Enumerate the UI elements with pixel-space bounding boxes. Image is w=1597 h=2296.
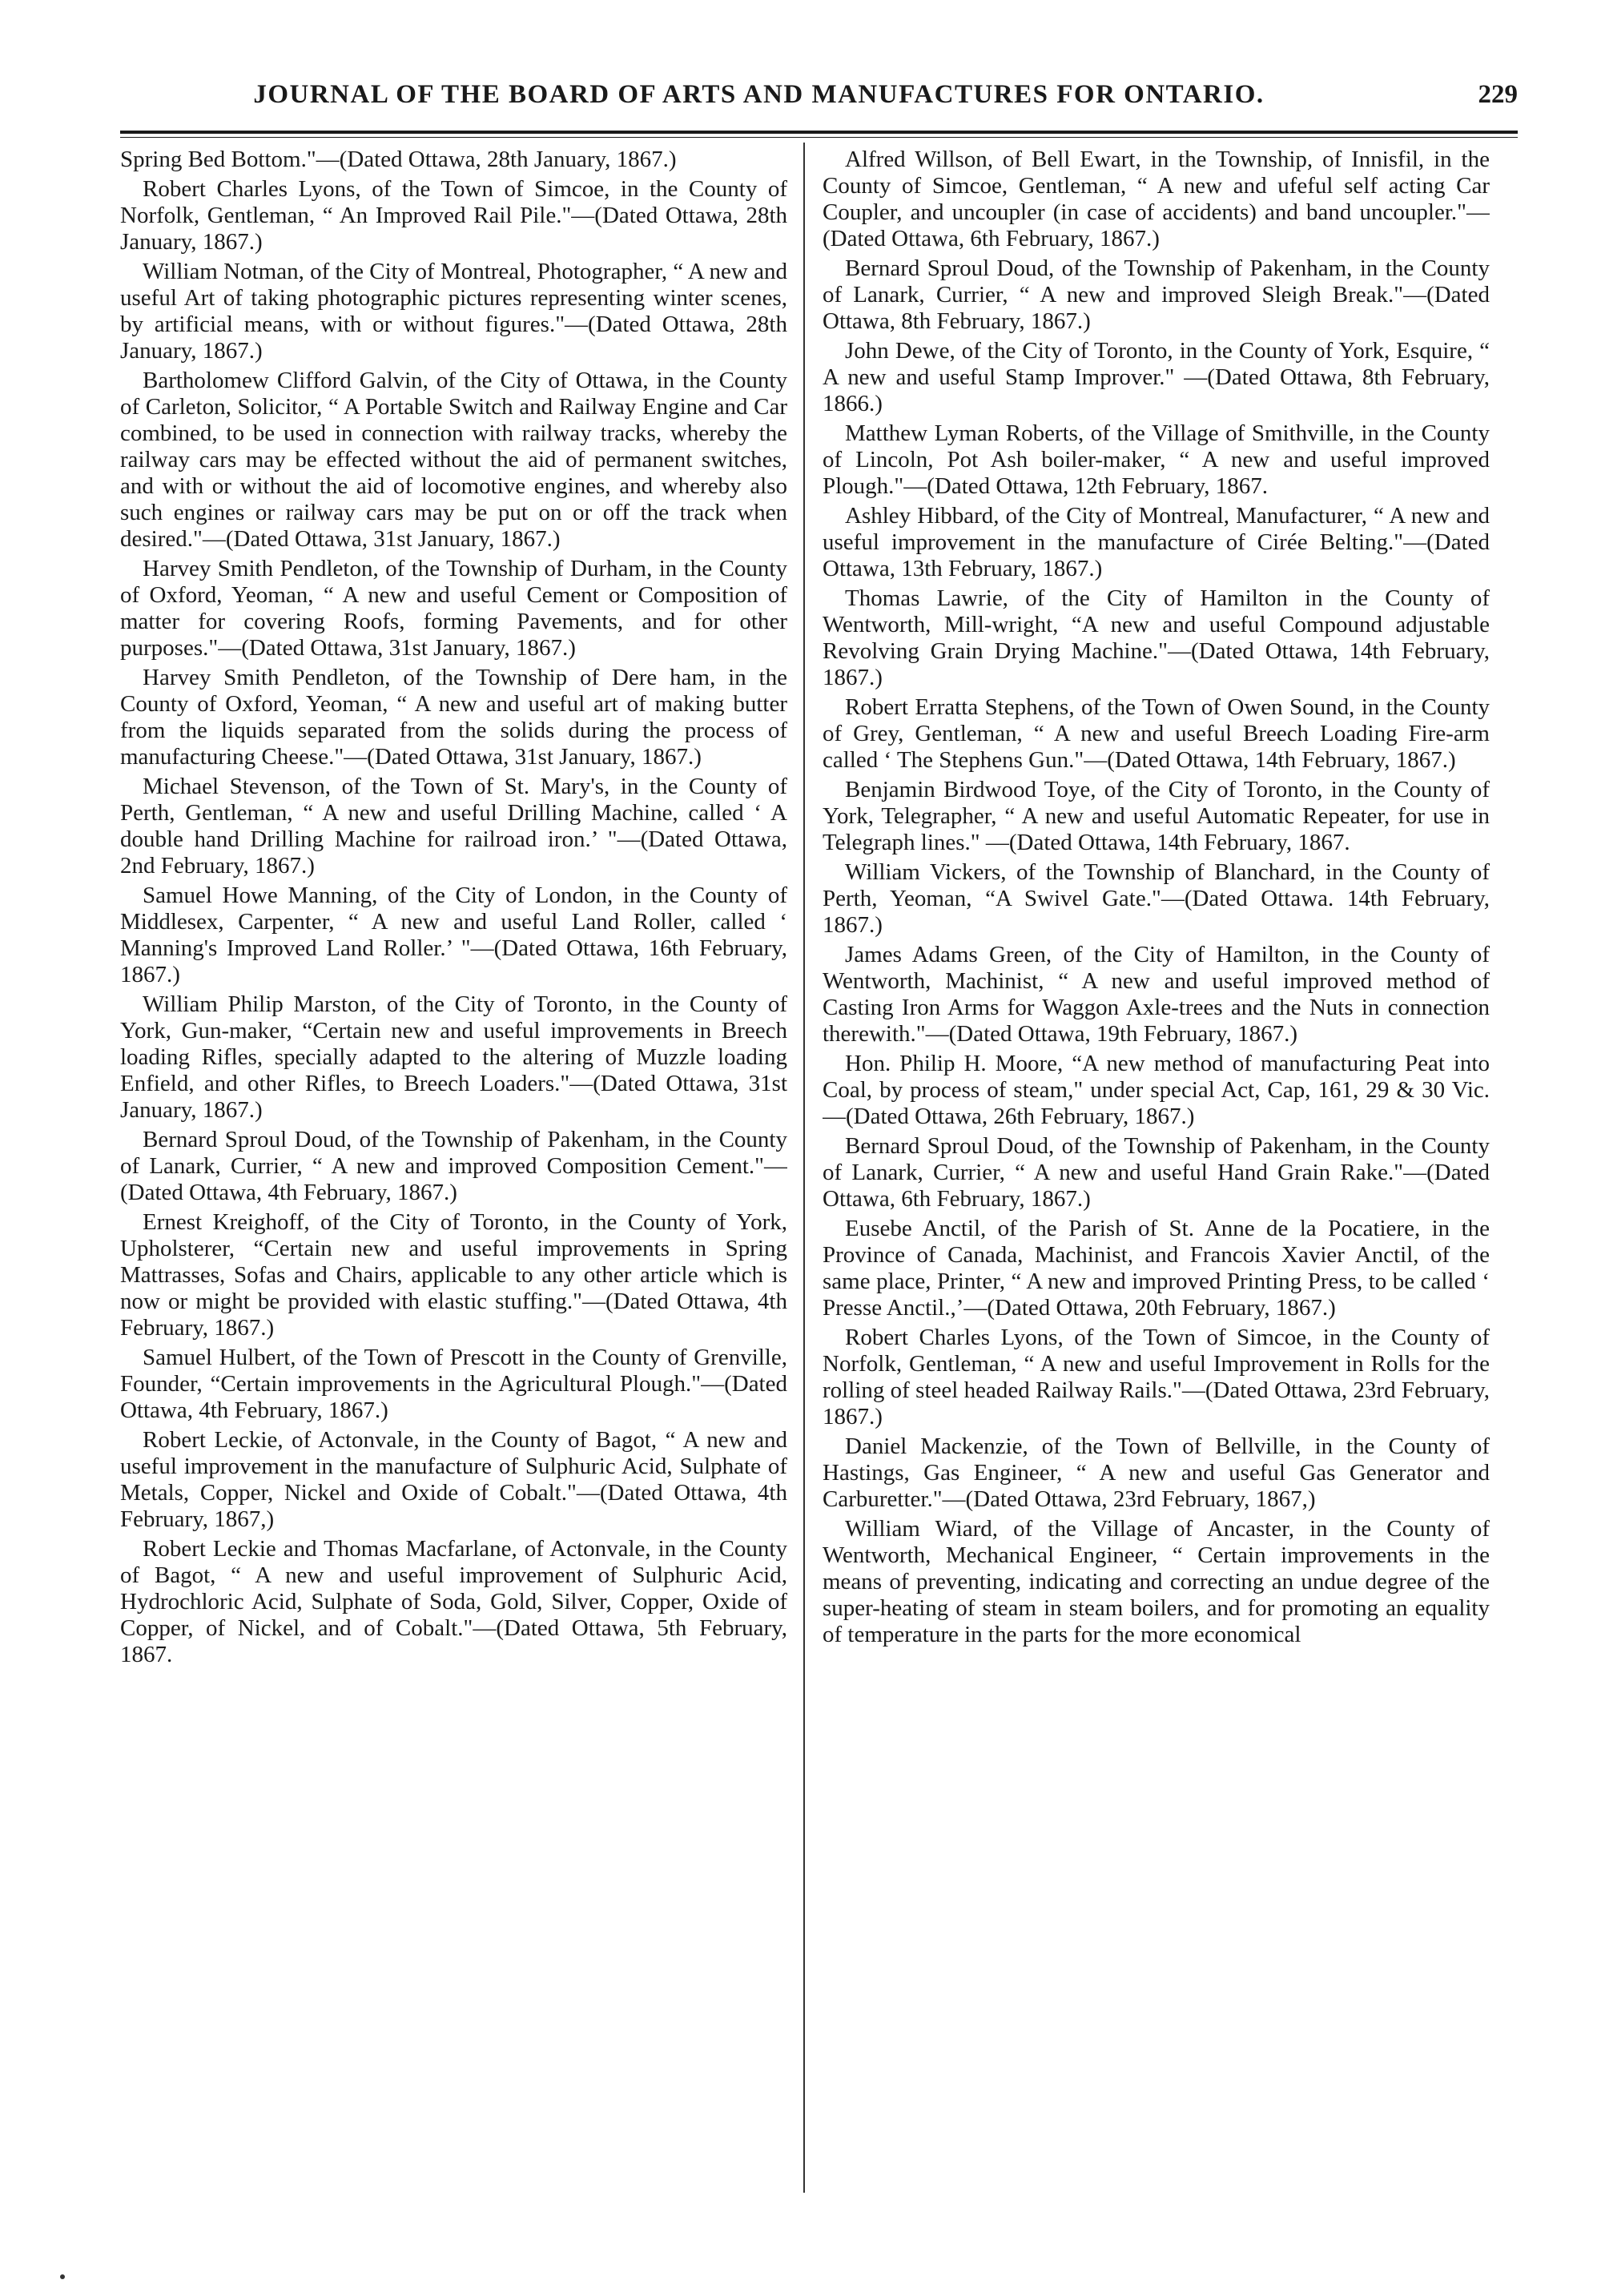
patent-entry: Samuel Howe Manning, of the City of London, in the County of Middlesex, Carpenter, “ A new and useful Land Roller, called ‘ Manning's Improved Land Roller.’ "—(Dated Ottawa, 16th February, 1867.) [120,883,787,987]
patent-entry: Alfred Willson, of Bell Ewart, in the Township, of Innisfil, in the County of Simcoe, Gentleman, “ A new and ufeful self acting Car Coupler, and uncoupler (in case of accidents) and band uncoupler."—(Dated Ottawa, 6th February, 1867.) [823,147,1490,251]
patent-entry: Harvey Smith Pendleton, of the Township of Durham, in the County of Oxford, Yeoman, “ A new and useful Cement or Composition of matter for covering Roofs, forming Pavements, and for other purposes."—(Dated Ottawa, 31st January, 1867.) [120,556,787,661]
patent-entry: Spring Bed Bottom."—(Dated Ottawa, 28th January, 1867.) [120,147,677,172]
header-rule-thin [120,137,1518,138]
patent-entry: Robert Charles Lyons, of the Town of Simcoe, in the County of Norfolk, Gentleman, “ A new and useful Improvement in Rolls for the rolling of steel headed Railway Rails."—(Dated Ottawa, 23rd February, 1867.) [823,1325,1490,1429]
patent-entry: Harvey Smith Pendleton, of the Township of Dere ham, in the County of Oxford, Yeoman, “ A new and useful art of making butter from the liquids separated from the solids during the process of manufacturing Cheese."—(Dated Ottawa, 31st January, 1867.) [120,665,787,770]
patent-entry: Samuel Hulbert, of the Town of Prescott in the County of Grenville, Founder, “Certain improvements in the Agricultural Plough."—(Dated Ottawa, 4th February, 1867.) [120,1345,787,1423]
patent-entry: Benjamin Birdwood Toye, of the City of Toronto, in the County of York, Telegrapher, “ A new and useful Automatic Repeater, for use in Telegraph lines." —(Dated Ottawa, 14th February, 1867. [823,777,1490,855]
patent-entry: Michael Stevenson, of the Town of St. Mary's, in the County of Perth, Gentleman, “ A new and useful Drilling Machine, called ‘ A double hand Drilling Machine for railroad iron.’ "—(Dated Ottawa, 2nd February, 1867.) [120,774,787,879]
patent-entry: John Dewe, of the City of Toronto, in the County of York, Esquire, “ A new and useful Stamp Improver." —(Dated Ottawa, 8th February, 1866.) [823,338,1490,416]
patent-entry: Ashley Hibbard, of the City of Montreal, Manufacturer, “ A new and useful improvement in the manufacture of Cirée Belting."—(Dated Ottawa, 13th February, 1867.) [823,503,1490,581]
patent-entry: William Vickers, of the Township of Blanchard, in the County of Perth, Yeoman, “A Swivel Gate."—(Dated Ottawa. 14th February, 1867.) [823,859,1490,938]
patent-entry: Daniel Mackenzie, of the Town of Bellville, in the County of Hastings, Gas Engineer, “ A new and useful Gas Generator and Carburetter."—(Dated Ottawa, 23rd February, 1867,) [823,1433,1490,1512]
patent-entry: William Wiard, of the Village of Ancaster, in the County of Wentworth, Mechanical Engineer, “ Certain improvements in the means of preventing, indicating and correcting an undue degree of the super-heating of steam in steam boilers, and for promoting an equality of temperature in the parts for the more economical [823,1516,1490,1647]
right-column [823,147,1490,2197]
patent-entry: Robert Erratta Stephens, of the Town of Owen Sound, in the County of Grey, Gentleman, “ A new and useful Breech Loading Fire-arm called ‘ The Stephens Gun."—(Dated Ottawa, 14th February, 1867.) [823,694,1490,773]
patent-entry: William Philip Marston, of the City of Toronto, in the County of York, Gun-maker, “Certain new and useful improvements in Breech loading Rifles, specially adapted to the altering of Muzzle loading Enfield, and other Rifles, to Breech Loaders."—(Dated Ottawa, 31st January, 1867.) [120,991,787,1123]
page-number: 229 [1478,80,1518,109]
patent-entry: Bernard Sproul Doud, of the Township of Pakenham, in the County of Lanark, Currier, “ A new and improved Sleigh Break."—(Dated Ottawa, 8th February, 1867.) [823,255,1490,334]
patent-entry: William Notman, of the City of Montreal, Photographer, “ A new and useful Art of taking photographic pictures representing winter scenes, by artificial means, with or without figures."—(Dated Ottawa, 28th January, 1867.) [120,259,787,364]
page-header [120,80,1518,128]
patent-entry: Bartholomew Clifford Galvin, of the City of Ottawa, in the County of Carleton, Solicitor, “ A Portable Switch and Railway Engine and Car combined, to be used in connection with railway tracks, whereby the railway cars may be effected without the aid of permanent switches, and with or without the aid of locomotive engines, and whereby also such engines or railway cars may be put on or off the track when desired."—(Dated Ottawa, 31st January, 1867.) [120,368,787,552]
patent-entry: Eusebe Anctil, of the Parish of St. Anne de la Pocatiere, in the Province of Canada, Machinist, and Francois Xavier Anctil, of the same place, Printer, “ A new and improved Printing Press, to be called ‘ Presse Anctil.,’—(Dated Ottawa, 20th February, 1867.) [823,1216,1490,1321]
header-rule-thick [120,131,1518,134]
patent-entry: Bernard Sproul Doud, of the Township of Pakenham, in the County of Lanark, Currier, “ A new and useful Hand Grain Rake."—(Dated Ottawa, 6th February, 1867.) [823,1133,1490,1212]
patent-entry: Matthew Lyman Roberts, of the Village of Smithville, in the County of Lincoln, Pot Ash boiler-maker, “ A new and useful improved Plough."—(Dated Ottawa, 12th February, 1867. [823,420,1490,499]
patent-entry: Thomas Lawrie, of the City of Hamilton in the County of Wentworth, Mill-wright, “A new and useful Compound adjustable Revolving Grain Drying Machine."—(Dated Ottawa, 14th February, 1867.) [823,585,1490,690]
running-title: JOURNAL OF THE BOARD OF ARTS AND MANUFACTURES FOR ONTARIO. [253,80,1265,109]
patent-entry: Bernard Sproul Doud, of the Township of Pakenham, in the County of Lanark, Currier, “ A new and improved Composition Cement."—(Dated Ottawa, 4th February, 1867.) [120,1127,787,1205]
patent-entry: Robert Leckie and Thomas Macfarlane, of Actonvale, in the County of Bagot, “ A new and useful improvement of Sulphuric Acid, Hydrochloric Acid, Sulphate of Soda, Gold, Silver, Copper, Oxide of Copper, of Nickel, and of Cobalt."—(Dated Ottawa, 5th February, 1867. [120,1536,787,1667]
stray-ink-dot [60,2274,65,2279]
column-divider [803,143,805,2193]
patent-entry: Hon. Philip H. Moore, “A new method of manufacturing Peat into Coal, by process of steam," under special Act, Cap, 161, 29 & 30 Vic.—(Dated Ottawa, 26th February, 1867.) [823,1051,1490,1129]
patent-entry: Robert Leckie, of Actonvale, in the County of Bagot, “ A new and useful improvement in the manufacture of Sulphuric Acid, Sulphate of Metals, Copper, Nickel and Oxide of Cobalt."—(Dated Ottawa, 4th February, 1867,) [120,1427,787,1532]
patent-entry: James Adams Green, of the City of Hamilton, in the County of Wentworth, Machinist, “ A new and useful improved method of Casting Iron Arms for Waggon Axle-trees and the Nuts in connection therewith."—(Dated Ottawa, 19th February, 1867.) [823,942,1490,1047]
patent-entry: Ernest Kreighoff, of the City of Toronto, in the County of York, Upholsterer, “Certain new and useful improvements in Spring Mattrasses, Sofas and Chairs, applicable to any other article which is now or might be provided with elastic stuffing."—(Dated Ottawa, 4th February, 1867.) [120,1209,787,1341]
left-column [120,147,787,2197]
patent-entry: Robert Charles Lyons, of the Town of Simcoe, in the County of Norfolk, Gentleman, “ An Improved Rail Pile."—(Dated Ottawa, 28th January, 1867.) [120,176,787,255]
